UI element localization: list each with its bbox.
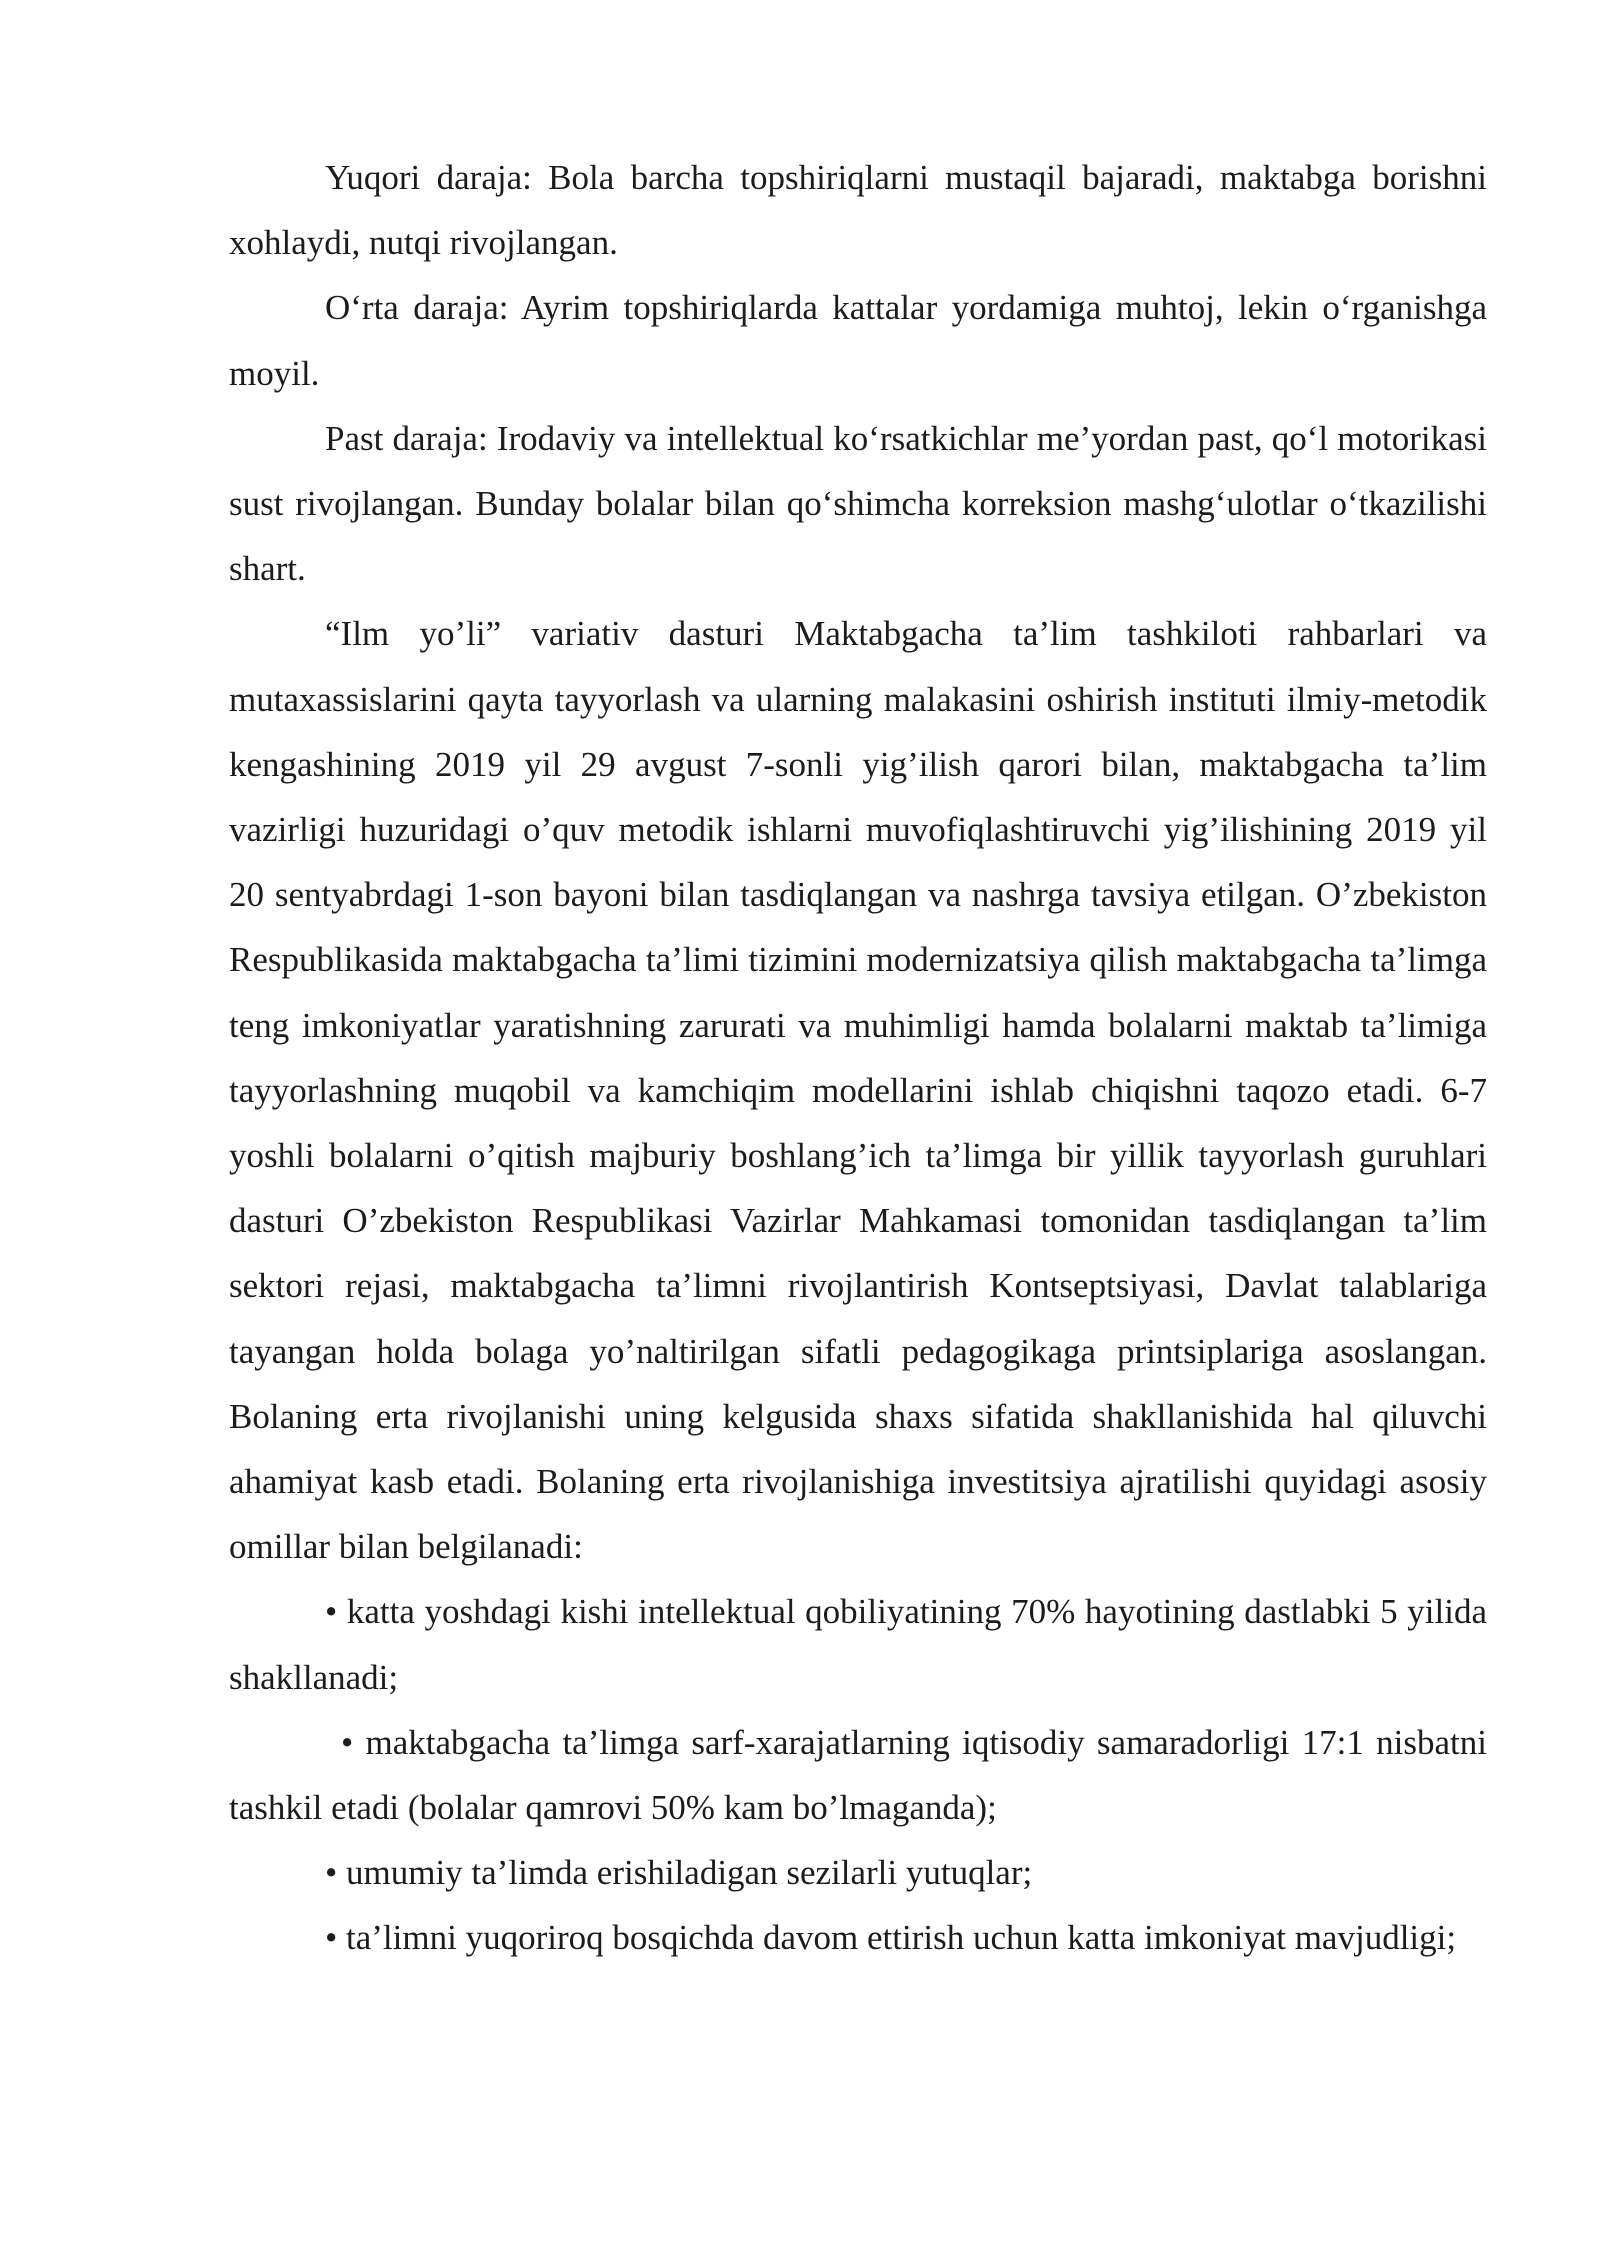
document-body	[229, 145, 1487, 1971]
bullet-item-intellect: • katta yoshdagi kishi intellektual qobiliyatining 70% hayotining dastlabki 5 yilida shakllanadi;	[229, 1592, 1487, 1697]
paragraph-low-level: Past daraja: Irodaviy va intellektual ko‘rsatkichlar me’yordan past, qo‘l motorikasi sust rivojlangan. Bunday bolalar bilan qo‘shimcha korreksion mashg‘ulotlar o‘tkazilishi shart.	[229, 418, 1487, 589]
bullet-item-opportunity: • ta’limni yuqoriroq bosqichda davom ettirish uchun katta imkoniyat mavjudligi;	[325, 1918, 1457, 1958]
paragraph-ilm-yoli-program: “Ilm yo’li” variativ dasturi Maktabgacha ta’lim tashkiloti rahbarlari va mutaxassislarini qayta tayyorlash va ularning malakasini oshirish instituti ilmiy-metodik kengashining 2019 yil 29 avgust 7-sonli yig’ilish qarori bilan, maktabgacha ta’lim vazirligi huzuridagi o’quv metodik ishlarni muvofiqlashtiruvchi yig’ilishining 2019 yil 20 sentyabrdagi 1-son bayoni bilan tasdiqlangan va nashrga tavsiya etilgan. O’zbekiston Respublikasida maktabgacha ta’limi tizimini modernizatsiya qilish maktabgacha ta’limga teng imkoniyatlar yaratishning zarurati va muhimligi hamda bolalarni maktab ta’limiga tayyorlashning muqobil va kamchiqim modellarini ishlab chiqishni taqozo etadi. 6-7 yoshli bolalarni o’qitish majburiy boshlang’ich ta’limga bir yillik tayyorlash guruhlari dasturi O’zbekiston Respublikasi Vazirlar Mahkamasi tomonidan tasdiqlangan ta’lim sektori rejasi, maktabgacha ta’limni rivojlantirish Kontseptsiyasi, Davlat talablariga tayangan holda bolaga yo’naltirilgan sifatli pedagogikaga printsiplariga asoslangan. Bolaning erta rivojlanishi uning kelgusida shaxs sifatida shakllanishida hal qiluvchi ahamiyat kasb etadi. Bolaning erta rivojlanishiga investitsiya ajratilishi quyidagi asosiy omillar bilan belgilanadi:	[229, 614, 1487, 1567]
bullet-item-achievements: • umumiy ta’limda erishiladigan sezilarli yutuqlar;	[325, 1853, 1033, 1893]
bullet-item-efficiency: • maktabgacha ta’limga sarf-xarajatlarning iqtisodiy samaradorligi 17:1 nisbatni tashkil etadi (bolalar qamrovi 50% kam bo’lmaganda);	[229, 1722, 1487, 1828]
paragraph-high-level: Yuqori daraja: Bola barcha topshiriqlarni mustaqil bajaradi, maktabga borishni xohlaydi, nutqi rivojlangan.	[229, 158, 1487, 263]
paragraph-medium-level: O‘rta daraja: Ayrim topshiriqlarda kattalar yordamiga muhtoj, lekin o‘rganishga moyil.	[229, 288, 1487, 393]
